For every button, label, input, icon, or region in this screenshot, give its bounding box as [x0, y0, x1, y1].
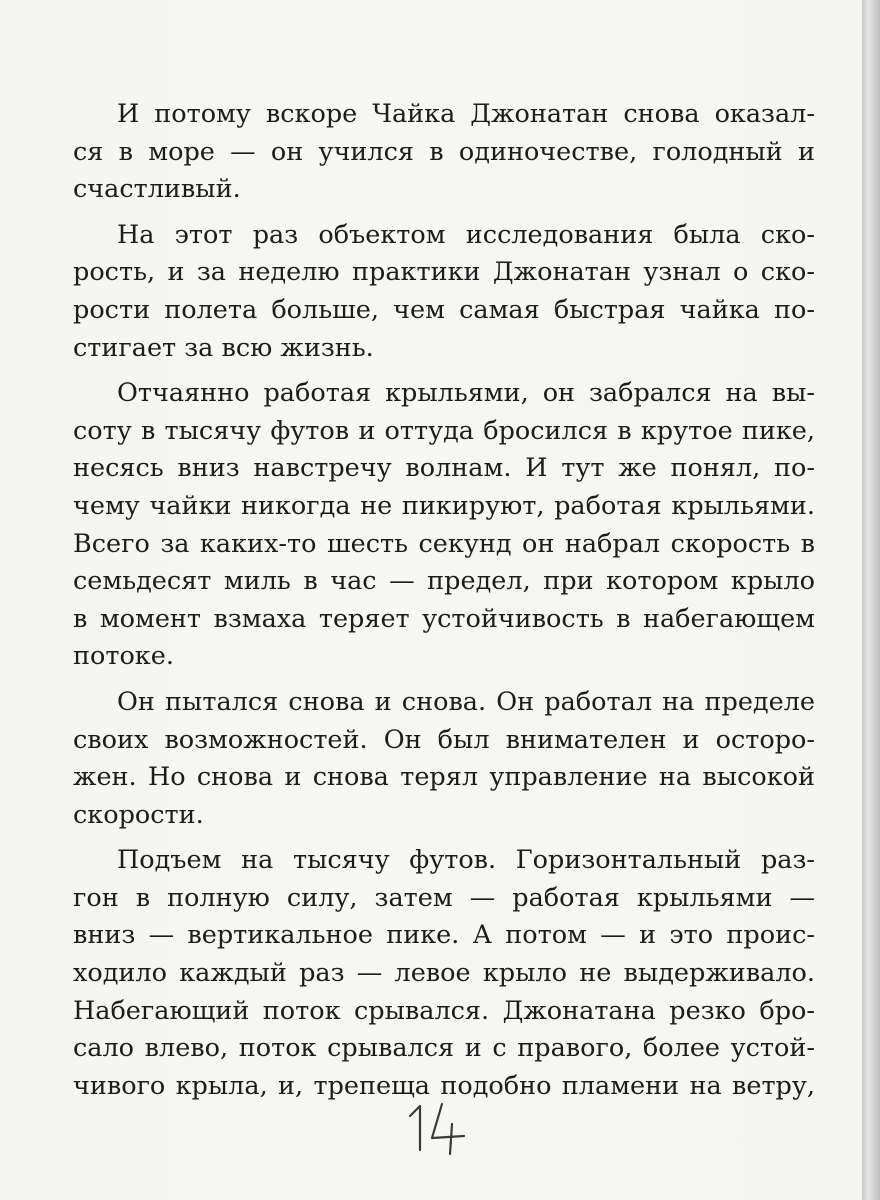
text-line: чивого крыла, и, трепеща подобно пламени на ветру, — [73, 1070, 815, 1101]
text-line: семьдесят миль в час — предел, при котором крыло — [73, 566, 815, 597]
page-edge — [862, 0, 880, 1200]
text-line: потоке. — [73, 641, 174, 672]
text-line: рости полета больше, чем самая быстрая чайка по- — [73, 294, 815, 325]
text-line: Отчаянно работая крыльями, он забрался на вы- — [117, 378, 815, 409]
paragraph-3 — [73, 375, 815, 676]
text-line: счастливый. — [73, 174, 241, 205]
text-line: в момент взмаха теряет устойчивость в набегающем — [73, 603, 815, 634]
text-line: Всего за каких-то шесть секунд он набрал скорость в — [73, 528, 815, 559]
text-line: соту в тысячу футов и оттуда бросился в крутое пике, — [73, 415, 815, 446]
text-line: скорости. — [73, 799, 204, 830]
text-line: Набегающий поток срывался. Джонатана резко бро- — [73, 995, 815, 1026]
paragraph-5 — [73, 842, 815, 1105]
text-line: чему чайки никогда не пикируют, работая крыльями. — [73, 490, 815, 521]
text-line: На этот раз объектом исследования была ско- — [117, 219, 815, 250]
text-line: стигает за всю жизнь. — [73, 332, 374, 363]
text-line: И потому вскоре Чайка Джонатан снова оказал- — [117, 99, 815, 129]
text-line: своих возможностей. Он был внимателен и осторо- — [73, 724, 815, 755]
body-text — [73, 96, 815, 1113]
paragraph-1 — [73, 96, 815, 209]
text-line: сало влево, поток срывался и с правого, более устой- — [73, 1033, 815, 1064]
text-line: Подъем на тысячу футов. Горизонтальный раз- — [117, 845, 815, 876]
text-line: ся в море — он учился в одиночестве, голодный и — [73, 136, 815, 167]
paragraph-2 — [73, 217, 815, 367]
handwritten-page-number — [398, 1098, 478, 1158]
text-line: рость, и за неделю практики Джонатан узнал о ско- — [73, 257, 815, 288]
text-line: Он пытался снова и снова. Он работал на пределе — [117, 686, 815, 717]
paragraph-4 — [73, 684, 815, 834]
text-line: жен. Но снова и снова терял управление на высокой — [73, 762, 815, 793]
text-line: вниз — вертикальное пике. А потом — и это проис- — [73, 920, 815, 951]
text-line: несясь вниз навстречу волнам. И тут же понял, по- — [73, 453, 815, 484]
text-line: гон в полную силу, затем — работая крыльями — — [73, 882, 815, 913]
text-line: ходило каждый раз — левое крыло не выдерживало. — [73, 958, 815, 989]
